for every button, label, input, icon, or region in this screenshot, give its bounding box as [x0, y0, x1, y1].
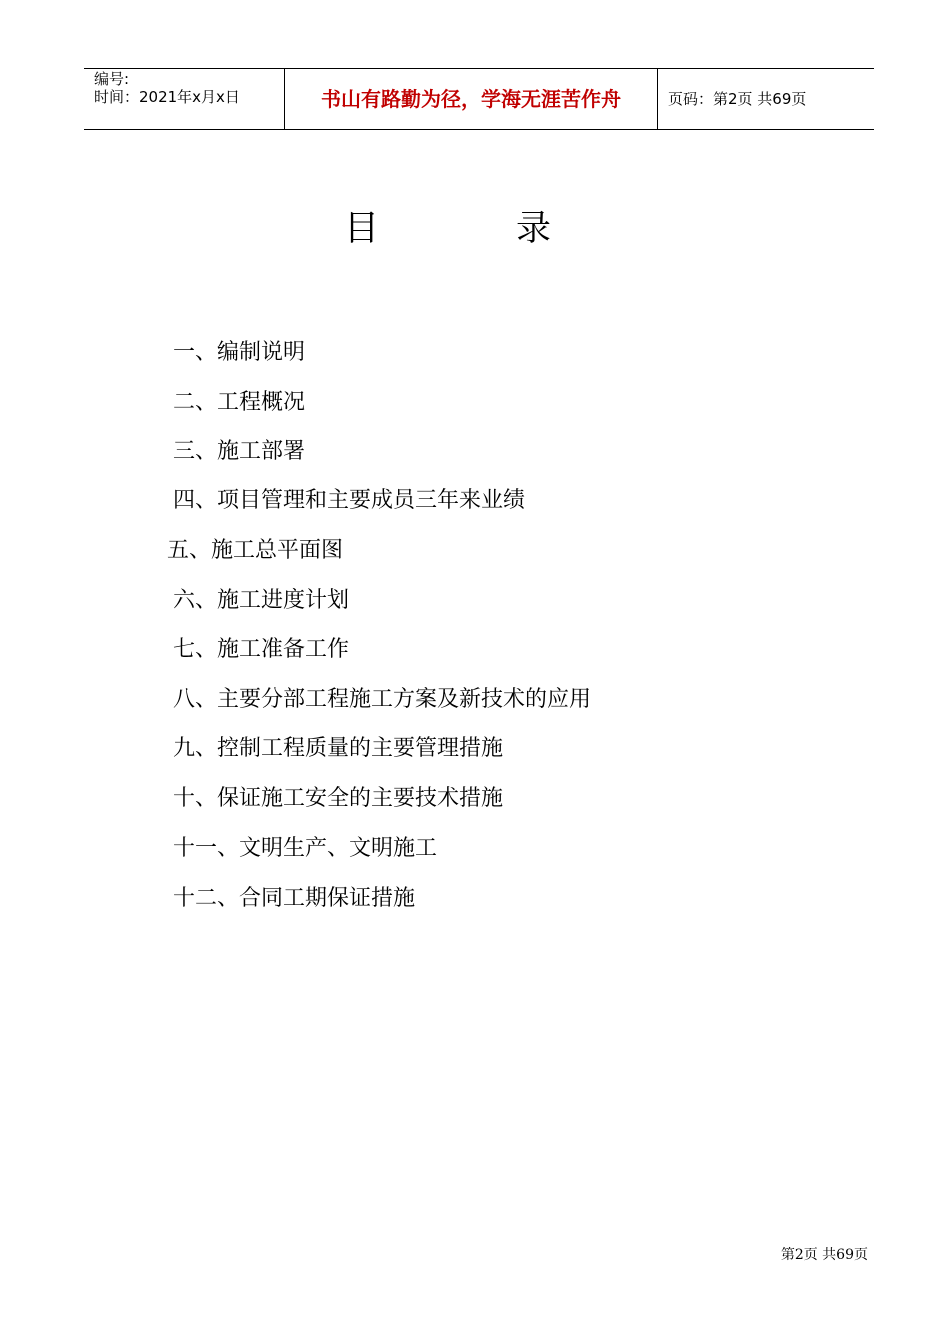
toc-item[interactable]: 三、施工部署 [173, 439, 306, 464]
toc-item[interactable]: 八、主要分部工程施工方案及新技术的应用 [173, 687, 592, 712]
page-footer-number: 第2页 共69页 [780, 1247, 868, 1263]
page-title-char-2: 录 [516, 209, 552, 249]
page-header [84, 68, 874, 130]
table-of-contents [0, 333, 950, 933]
toc-item[interactable]: 十一、文明生产、文明施工 [173, 836, 438, 861]
toc-item[interactable]: 一、编制说明 [173, 340, 306, 365]
header-meta-cell [84, 69, 285, 129]
document-date-label: 时间：2021年x月x日 [94, 88, 240, 106]
toc-item[interactable]: 十、保证施工安全的主要技术措施 [173, 786, 504, 811]
header-page-cell [658, 69, 874, 129]
toc-item[interactable]: 九、控制工程质量的主要管理措施 [173, 736, 504, 761]
header-motto-cell [285, 69, 658, 129]
page-title [340, 205, 570, 255]
header-page-number: 页码：第2页 共69页 [668, 90, 807, 108]
toc-item[interactable]: 六、施工进度计划 [173, 588, 350, 613]
toc-item[interactable]: 十二、合同工期保证措施 [173, 886, 416, 911]
toc-item[interactable]: 四、项目管理和主要成员三年来业绩 [173, 488, 526, 513]
page-title-char-1: 目 [344, 209, 380, 249]
toc-item[interactable]: 二、工程概况 [173, 390, 306, 415]
document-number-label: 编号: [94, 70, 130, 88]
toc-item[interactable]: 五、施工总平面图 [167, 538, 344, 563]
header-motto: 书山有路勤为径，学海无涯苦作舟 [321, 87, 621, 111]
toc-item[interactable]: 七、施工准备工作 [173, 637, 350, 662]
